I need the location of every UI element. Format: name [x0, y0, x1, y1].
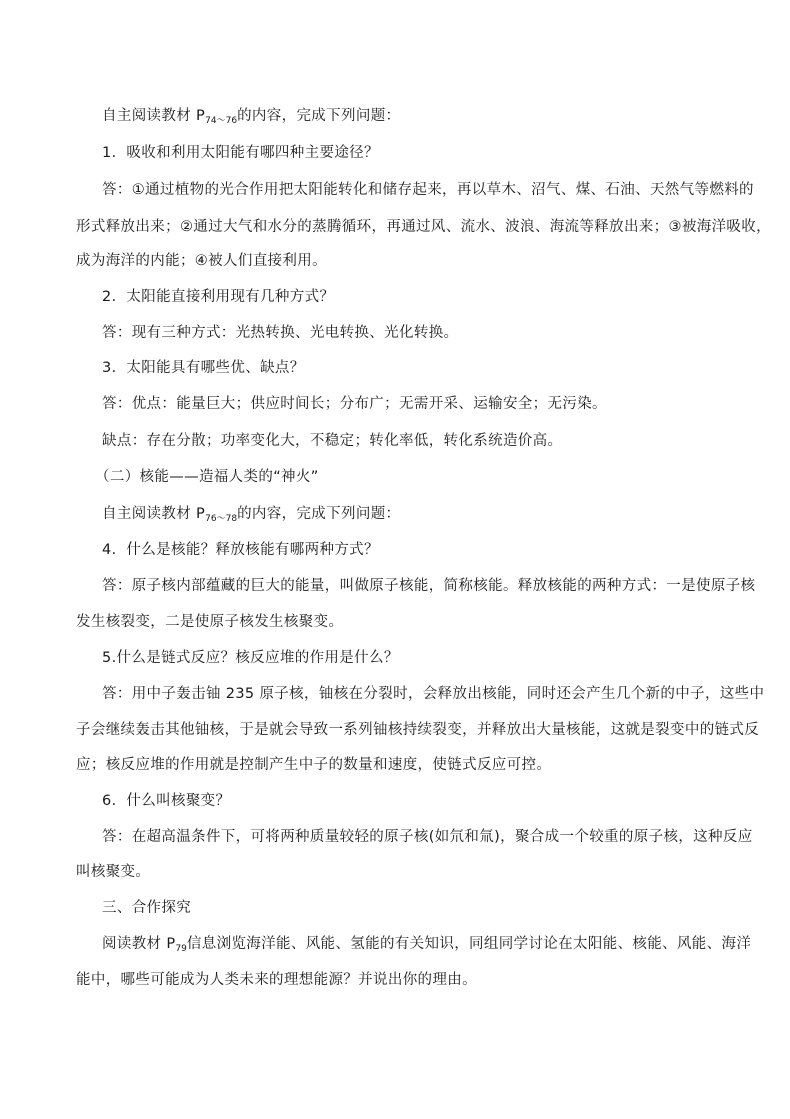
inquiry-text: 信息浏览海洋能、风能、氢能的有关知识，同组同学讨论在太阳能、核能、风能、海洋: [186, 936, 752, 952]
section-heading-cooperation: 三、合作探究: [102, 900, 192, 916]
answer-4-line-1: 答：原子核内部蕴藏的巨大的能量，叫做原子核能，简称核能。释放核能的两种方式：一是使原子核: [102, 578, 756, 594]
answer-5-line-1: 答：用中子轰击铀 235 原子核，铀核在分裂时，会释放出核能，同时还会产生几个新的中子，这些中: [102, 686, 765, 702]
question-2: 2．太阳能直接利用现有几种方式？: [102, 289, 335, 305]
reading-instruction-2: [102, 504, 722, 529]
question-1: 1．吸收和利用太阳能有哪四种主要途径？: [102, 145, 379, 161]
question-4: 4．什么是核能？释放核能有哪两种方式？: [102, 542, 379, 558]
question-3: 3．太阳能具有哪些优、缺点？: [102, 360, 305, 376]
answer-5-line-2: 子会继续轰击其他铀核，于是就会导致一系列铀核持续裂变，并释放出大量核能，这就是裂变中的链式反: [76, 722, 760, 738]
section-heading-nuclear: （二）核能——造福人类的“神火”: [95, 469, 319, 485]
instruction-text: 的内容，完成下列问题：: [237, 108, 401, 124]
question-6: 6．什么叫核聚变？: [102, 793, 231, 809]
answer-6-line-2: 叫核聚变。: [76, 864, 151, 880]
question-5: 5.什么是链式反应？核反应堆的作用是什么？: [102, 650, 399, 666]
page-range-subscript: 74～76: [205, 116, 238, 126]
answer-1-line-3: 成为海洋的内能；④被人们直接利用。: [76, 253, 327, 269]
inquiry-paragraph-line-2: 能中，哪些可能成为人类未来的理想能源？并说出你的理由。: [76, 972, 477, 988]
instruction-text: 的内容，完成下列问题：: [237, 506, 401, 522]
reading-instruction-1: [102, 106, 722, 131]
answer-6-line-1: 答：在超高温条件下，可将两种质量较轻的原子核(如氘和氚)，聚合成一个较重的原子核，这种反应: [102, 829, 753, 845]
inquiry-text: 阅读教材 P: [102, 936, 176, 952]
answer-3-pros: 答：优点：能量巨大；供应时间长；分布广；无需开采、运输安全；无污染。: [102, 396, 607, 412]
instruction-text: 自主阅读教材 P: [102, 506, 206, 522]
answer-3-cons: 缺点：存在分散；功率变化大，不稳定；转化率低，转化系统造价高。: [102, 433, 563, 449]
instruction-text: 自主阅读教材 P: [102, 108, 206, 124]
page-range-subscript: 76～78: [205, 514, 238, 524]
inquiry-paragraph-line-1: [102, 934, 752, 959]
answer-1-line-1: 答：①通过植物的光合作用把太阳能转化和储存起来，再以草木、沼气、煤、石油、天然气等燃料的: [102, 182, 754, 198]
answer-2: 答：现有三种方式：光热转换、光电转换、光化转换。: [102, 325, 459, 341]
page-number-subscript: 79: [175, 944, 187, 954]
answer-4-line-2: 发生核裂变，二是使原子核发生核聚变。: [76, 614, 344, 630]
answer-1-line-2: 形式释放出来；②通过大气和水分的蒸腾循环，再通过风、流水、波浪、海流等释放出来；③被海洋吸收，: [76, 219, 771, 235]
answer-5-line-3: 应；核反应堆的作用就是控制产生中子的数量和速度，使链式反应可控。: [76, 757, 552, 773]
